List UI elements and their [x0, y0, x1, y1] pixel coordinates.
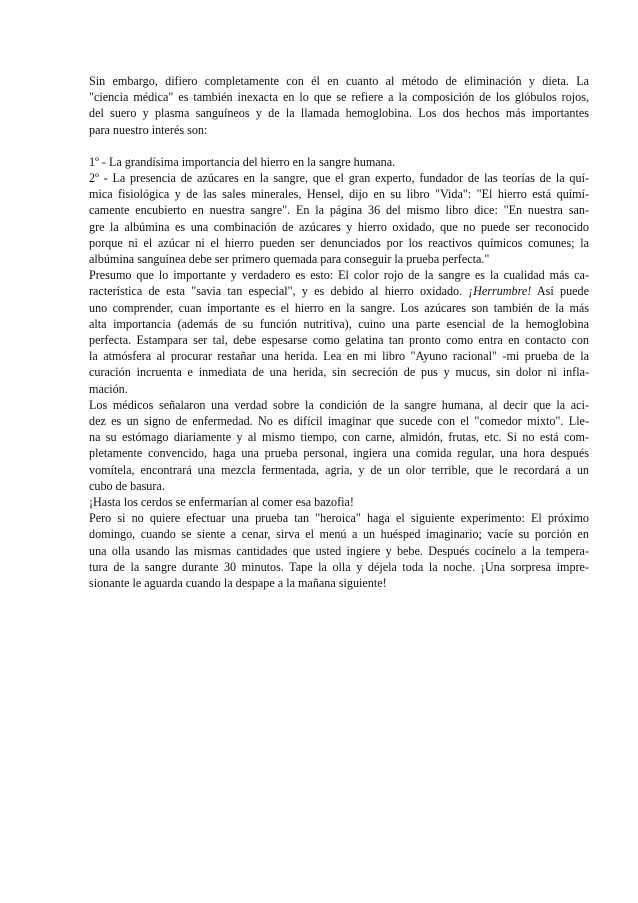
text-line: cubo de basura.	[89, 478, 165, 493]
text-line: para nuestro interés son:	[89, 122, 208, 137]
text-line: curación incruenta e inmediata de una herida, sin secreción de pus y mucus, sin dolor ni infla-	[89, 365, 589, 380]
text-line: albúmina sanguínea debe ser primero quemada para conseguir la prueba perfecta."	[89, 252, 490, 267]
text-line: una olla usando las mismas cantidades que usted ingiere y bebe. Después cocínelo a la tempera-	[89, 543, 589, 558]
text-line-herrumbre	[89, 283, 589, 299]
text-line: gre la albúmina es una combinación de azúcares y hierro oxidado, que no puede ser reconocido	[89, 219, 589, 234]
text-line: Sin embargo, difiero completamente con él en cuanto al método de eliminación y dieta. La	[89, 74, 589, 88]
text-line: mica fisiológica y de las sales minerales, Hensel, dijo en su libro "Vida": "El hierro está químí-	[89, 187, 589, 202]
text-line: 2º - La presencia de azúcares en la sangre, que el gran experto, fundador de las teorías de la quí-	[89, 171, 589, 186]
text-line: sionante le aguarda cuando la despape a la mañana siguiente!	[89, 576, 387, 591]
text-line: mación.	[89, 381, 128, 396]
intro-paragraph	[89, 73, 589, 138]
text-line: del suero y plasma sanguíneos y de la llamada hemoglobina. Los dos hechos más importantes	[89, 106, 589, 121]
text-line: ¡Hasta los cerdos se enfermarían al comer esa bazofia!	[89, 495, 354, 510]
text-segment: Así puede	[531, 284, 589, 299]
document-page	[89, 73, 589, 591]
text-line: uno comprender, cuan importante es el hierro en la sangre. Los azúcares son también de la más	[89, 300, 589, 315]
text-line: "ciencia médica" es también inexacta en lo que se refiere a la composición de los glóbulos rojos,	[89, 90, 589, 105]
facts-paragraph	[89, 154, 589, 591]
text-segment: racterística de esta "savia tan especial", y es debido al hierro oxidado.	[89, 284, 469, 299]
text-line: alta importancia (además de su función nutritiva), cuino una parte esencial de la hemoglobina	[89, 316, 589, 331]
emphasis-herrumbre: ¡Herrumbre!	[468, 284, 532, 299]
text-line: camente encubierto en nuestra sangre". En la página 36 del mismo libro dice: "En nuestra san-	[89, 203, 589, 218]
text-line: Los médicos señalaron una verdad sobre la condición de la sangre humana, al decir que la aci-	[89, 397, 589, 412]
text-line: vomítela, encontrará una mezcla fermentada, agria, y de un olor terrible, que le recordará a un	[89, 462, 589, 477]
paragraph-gap	[89, 138, 589, 154]
text-line: na su estómago diariamente y al mismo tiempo, con carne, almidón, frutas, etc. Si no está com-	[89, 430, 589, 445]
text-line: perfecta. Estampara ser tal, debe espesarse como gelatina tan pronto como entra en contacto con	[89, 333, 589, 348]
text-line: Presumo que lo importante y verdadero es esto: El color rojo de la sangre es la cualidad más ca-	[89, 268, 589, 283]
text-line: domingo, cuando se siente a cenar, sirva el menú a un huésped imaginario; vacíe su porción en	[89, 527, 589, 542]
text-line: tura de la sangre durante 30 minutos. Tape la olla y déjela toda la noche. ¡Una sorpresa impre-	[89, 559, 589, 574]
text-line: porque ni el azúcar ni el hierro pueden ser denunciados por los reactivos químicos comunes; la	[89, 235, 589, 250]
text-line: 1º - La grandísima importancia del hierro en la sangre humana.	[89, 154, 396, 169]
text-line: la atmósfera al procurar restañar una herida. Lea en mi libro "Ayuno racional" -mi prueba de la	[89, 349, 589, 364]
text-line: pletamente convencido, haga una prueba personal, ingiera una comida regular, una hora después	[89, 446, 589, 461]
text-line: dez es un signo de enfermedad. No es difícil imaginar que sucede con el "comedor mixto". Lle-	[89, 414, 589, 429]
text-line: Pero si no quiere efectuar una prueba tan "heroica" haga el siguiente experimento: El próximo	[89, 511, 589, 526]
